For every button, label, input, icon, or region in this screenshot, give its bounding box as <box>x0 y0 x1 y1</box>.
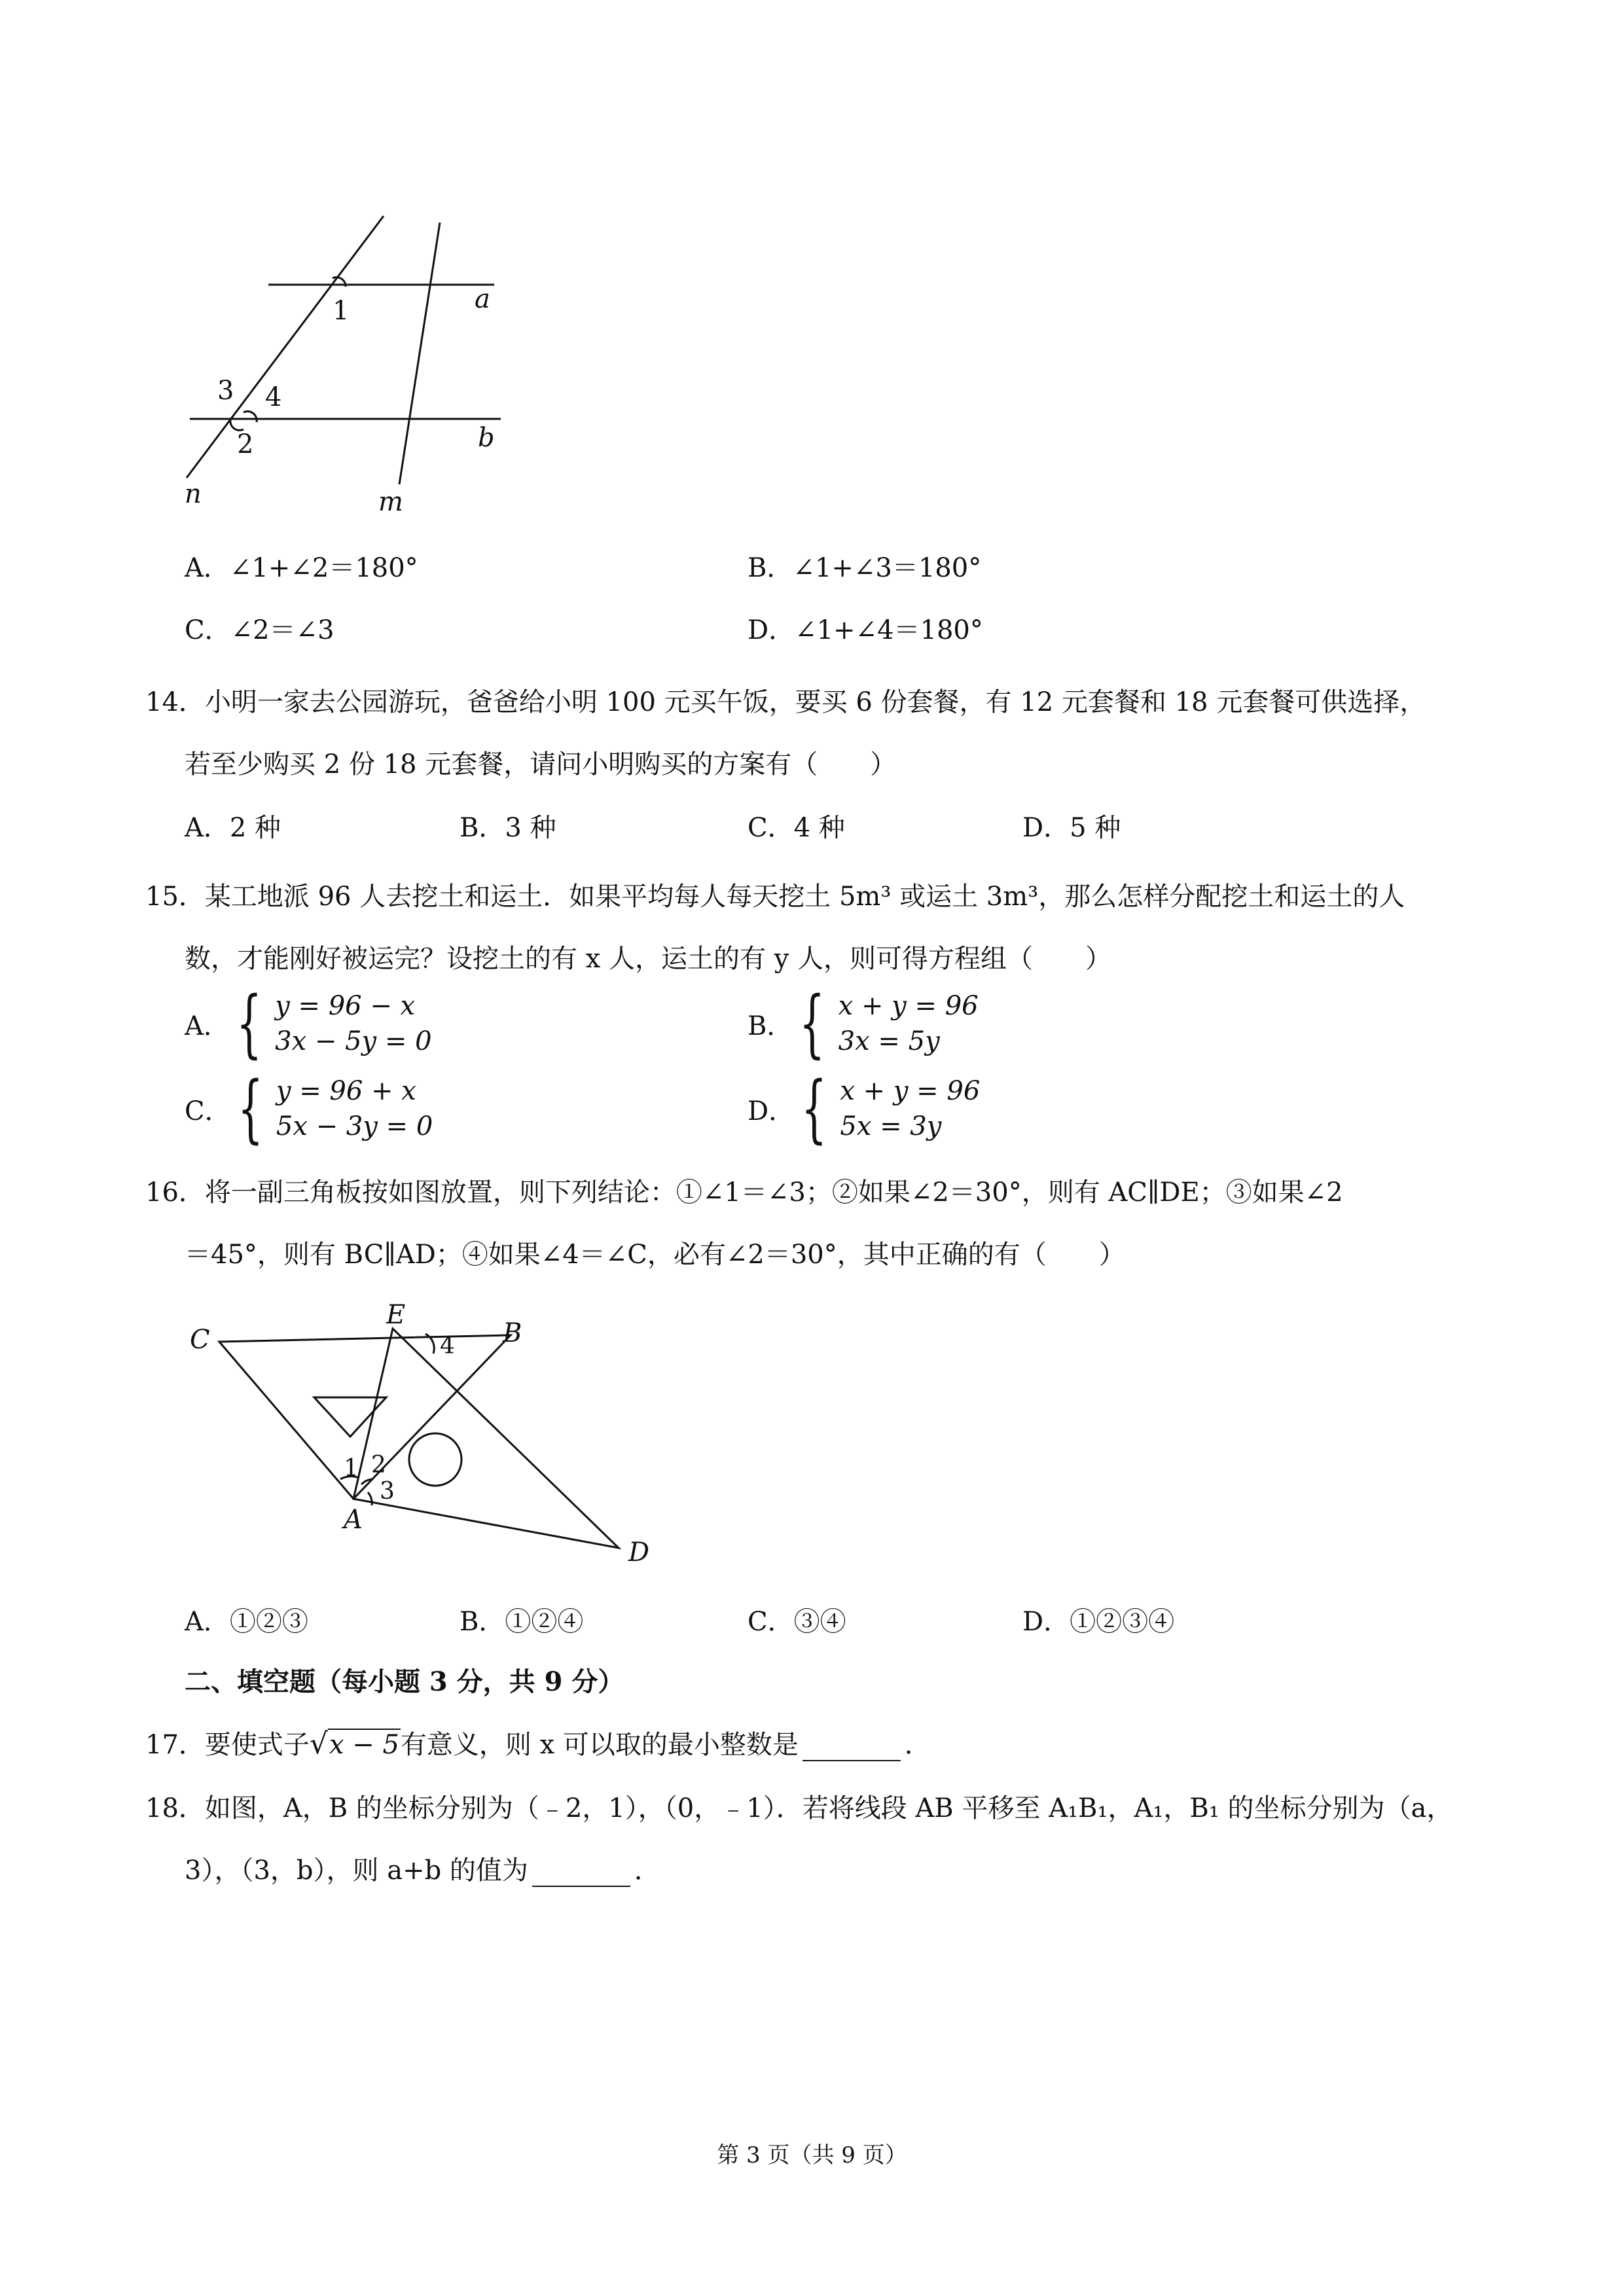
q15-b-eq1: x + y = 96 <box>838 991 979 1021</box>
q15-option-b: B． { x + y = 96 3x = 5y <box>748 981 979 1066</box>
q14-line-2: 若至少购买 2 份 18 元套餐，请问小明购买的方案有（ ） <box>185 749 897 780</box>
q16-label-b: B <box>503 1318 522 1348</box>
q17-answer-blank[interactable] <box>803 1736 901 1761</box>
q16-label-d: D <box>628 1537 650 1564</box>
q15-option-a: A． { y = 96 − x 3x − 5y = 0 <box>185 981 432 1066</box>
q18-end: ． <box>634 1856 660 1886</box>
q13-label-3: 3 <box>217 376 234 406</box>
q13-label-n: n <box>185 479 202 509</box>
q14-option-d: D．5 种 <box>1022 813 1121 843</box>
q17-after: 有意义，则 x 可以取的最小整数是 <box>400 1730 799 1760</box>
q14-option-a: A．2 种 <box>185 813 281 843</box>
q17-sqrt-sign: √ <box>309 1727 328 1761</box>
q16-label-c: C <box>190 1325 210 1355</box>
q15-b-eq2: 3x = 5y <box>838 1026 940 1056</box>
q16-option-d: D．①②③④ <box>1022 1607 1175 1637</box>
q13-option-d: D．∠1+∠4＝180° <box>748 615 983 645</box>
q13-option-c: C．∠2＝∠3 <box>185 615 334 645</box>
q18-line-2 <box>185 1854 660 1887</box>
q15-d-eq1: x + y = 96 <box>840 1076 981 1106</box>
q15-a-eq2: 3x − 5y = 0 <box>275 1026 432 1056</box>
page-footer: 第 3 页（共 9 页） <box>717 2142 907 2168</box>
q13-option-b: B．∠1+∠3＝180° <box>748 553 982 583</box>
q16-label-3: 3 <box>380 1478 395 1505</box>
q15-line-1: 15．某工地派 96 人去挖土和运土．如果平均每人每天挖土 5m³ 或运土 3m³，那么怎样分配挖土和运土的人 <box>145 882 1405 912</box>
q16-figure <box>183 1302 681 1564</box>
q17 <box>145 1728 931 1761</box>
q13-option-a: A．∠1+∠2＝180° <box>185 553 418 583</box>
q18-line-2-text: 3），（3，b），则 a+b 的值为 <box>185 1856 528 1886</box>
q17-end: ． <box>904 1730 931 1760</box>
q16-line-1: 16．将一副三角板按如图放置，则下列结论：①∠1＝∠3；②如果∠2＝30°，则有 AC∥DE；③如果∠2 <box>145 1177 1343 1208</box>
q15-line-2: 数，才能刚好被运完？设挖土的有 x 人，运土的有 y 人，则可得方程组（ ） <box>185 944 1112 974</box>
q13-label-b: b <box>478 423 495 453</box>
q13-label-2: 2 <box>237 429 254 459</box>
q15-option-d: D． { x + y = 96 5x = 3y <box>748 1066 981 1151</box>
q16-line-2: ＝45°，则有 BC∥AD；④如果∠4＝∠C，必有∠2＝30°，其中正确的有（ ） <box>185 1240 1125 1270</box>
q16-option-a: A．①②③ <box>185 1607 308 1637</box>
q14-line-1: 14．小明一家去公园游玩，爸爸给小明 100 元买午饭，要买 6 份套餐，有 12 元套餐和 18 元套餐可供选择， <box>145 687 1426 717</box>
q16-label-2: 2 <box>371 1452 386 1479</box>
q14-option-b: B．3 种 <box>460 813 556 843</box>
section-2-title: 二、填空题（每小题 3 分，共 9 分） <box>185 1666 624 1697</box>
q15-c-eq1: y = 96 + x <box>276 1076 416 1106</box>
q18-line-1: 18．如图，A，B 的坐标分别为（﹣2，1），（0，﹣1）．若将线段 AB 平移至 A₁B₁，A₁，B₁ 的坐标分别为（a， <box>145 1793 1453 1823</box>
q16-circle <box>409 1433 461 1486</box>
q14-option-c: C．4 种 <box>748 813 845 843</box>
q17-before: 17．要使式子 <box>145 1730 310 1760</box>
line-m <box>399 223 440 484</box>
q17-radicand: x − 5 <box>329 1730 399 1760</box>
q15-option-c: C． { y = 96 + x 5x − 3y = 0 <box>185 1066 433 1151</box>
q15-a-eq1: y = 96 − x <box>275 991 416 1021</box>
line-n <box>187 216 384 478</box>
q16-label-e: E <box>386 1302 406 1330</box>
q15-d-eq2: 5x = 3y <box>840 1111 942 1141</box>
q13-label-1: 1 <box>333 296 350 326</box>
q13-label-4: 4 <box>265 382 282 412</box>
q16-option-c: C．③④ <box>748 1607 846 1637</box>
q16-triangle-cba <box>219 1335 511 1499</box>
q18-answer-blank[interactable] <box>532 1862 630 1887</box>
q16-label-a: A <box>344 1505 363 1535</box>
q13-label-a: a <box>475 284 490 314</box>
q13-label-m: m <box>378 487 403 517</box>
q13-figure <box>177 209 530 524</box>
q16-label-4: 4 <box>440 1333 455 1359</box>
q15-c-eq2: 5x − 3y = 0 <box>276 1111 433 1141</box>
q16-option-b: B．①②④ <box>460 1607 584 1637</box>
q16-label-1: 1 <box>344 1455 359 1482</box>
